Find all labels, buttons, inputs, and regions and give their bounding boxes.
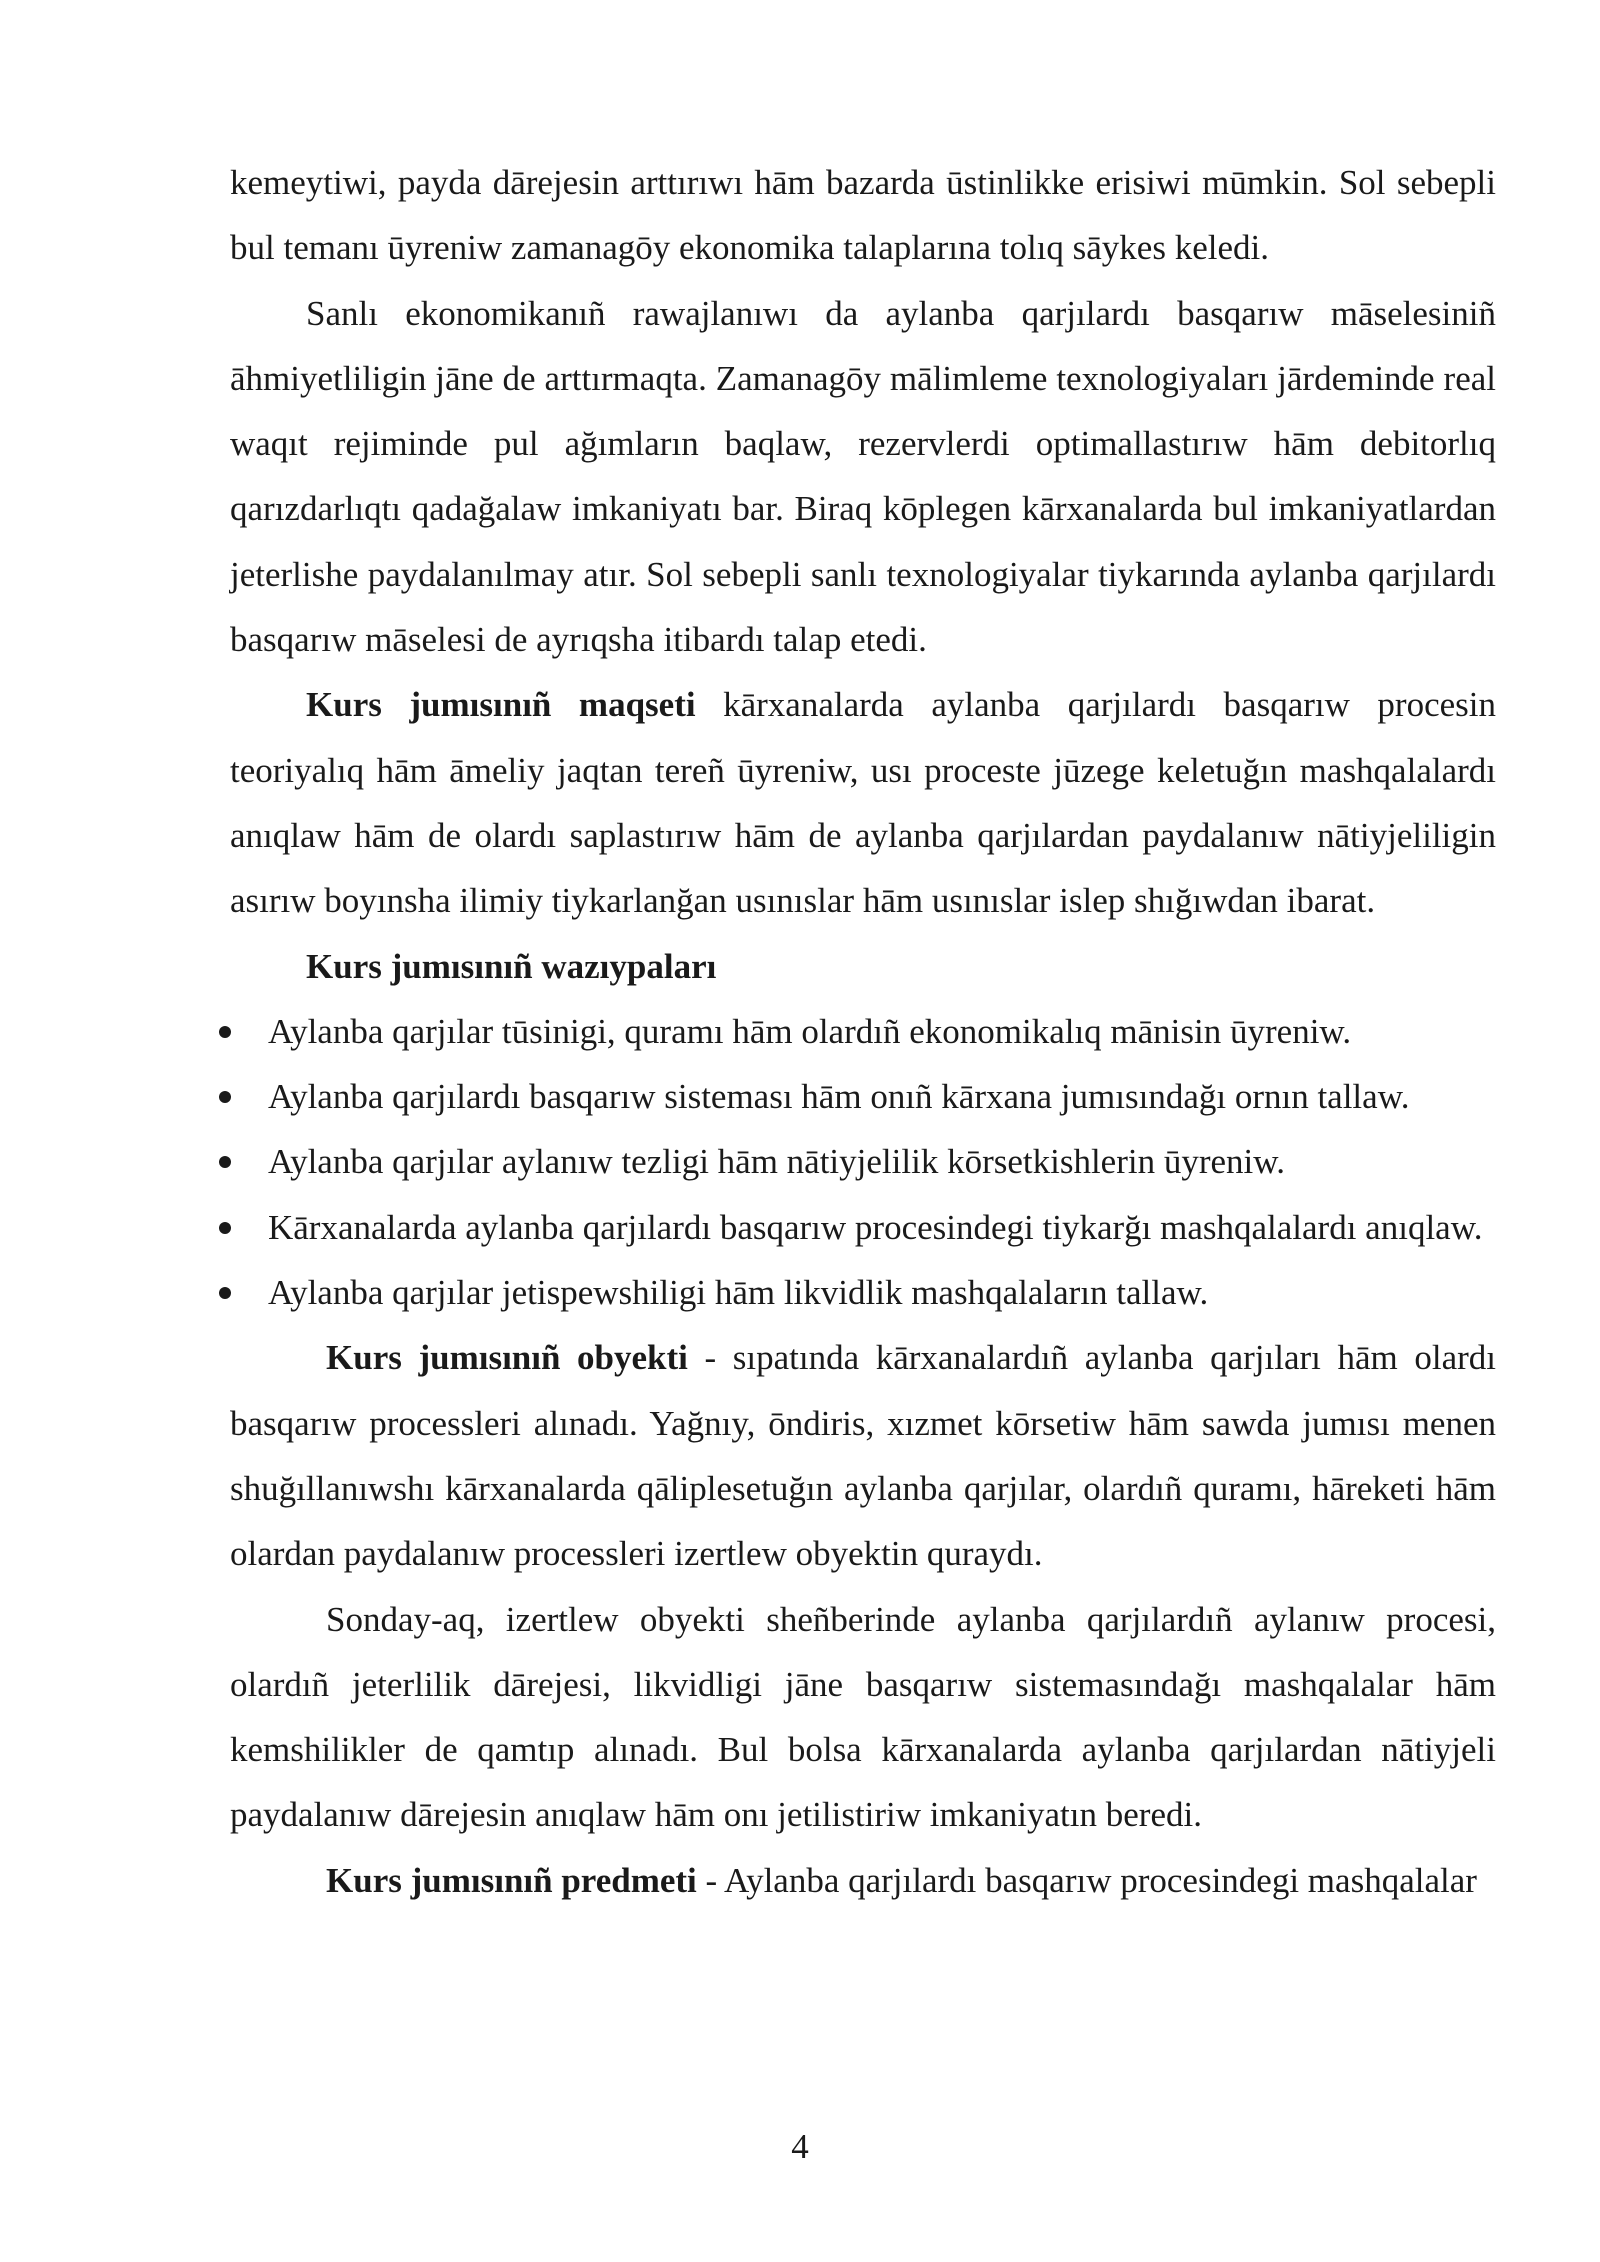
tasks-heading: Kurs jumısınıñ wazıypaları [306, 946, 717, 986]
task-text: Kārxanalarda aylanba qarjılardı basqarıw procesindegi tiykarğı mashqalalardı anıqlaw. [268, 1207, 1483, 1247]
goal-text: kārxanalarda aylanba qarjılardı basqarıw procesin teoriyalıq hām āmeliy jaqtan tereñ ūyreniw, usı proceste jūzege keletuğın mashqalalardı anıqlaw hām de olardı saplastırıw hām de aylanba qarjılardan paydalanıw nātiyjeliligin asırıw boyınsha ilimiy tiykarlanğan usınıslar hām usınıslar islep shığıwdan ibarat. [230, 685, 1496, 921]
task-item [230, 1195, 1496, 1260]
paragraph-subject [230, 1848, 1496, 1913]
task-item [230, 1129, 1496, 1194]
bullet-icon [219, 1026, 231, 1038]
subject-text: - Aylanba qarjılardı basqarıw procesindegi mashqalalar [696, 1860, 1477, 1900]
task-text: Aylanba qarjılar aylanıw tezligi hām nātiyjelilik kōrsetkishlerin ūyreniw. [268, 1142, 1285, 1182]
paragraph-object-scope: Sonday-aq, izertlew obyekti sheñberinde aylanba qarjılardıñ aylanıw procesi, olardıñ jeterlilik dārejesi, likvidligi jāne basqarıw sistemasındağı mashqalalar hām kemshilikler de qamtıp alınadı. Bul bolsa kārxanalarda aylanba qarjılardan nātiyjeli paydalanıw dārejesin anıqlaw hām onı jetilistiriw imkaniyatın beredi. [230, 1599, 1496, 1835]
paragraph-digital-economy: Sanlı ekonomikanıñ rawajlanıwı da aylanba qarjılardı basqarıw māselesiniñ āhmiyetliligin jāne de arttırmaqta. Zamanagōy mālimleme texnologiyaları jārdeminde real waqıt rejiminde pul ağımların baqlaw, rezervlerdi optimallastırıw hām debitorlıq qarızdarlıqtı qadağalaw imkaniyatı bar. Biraq kōplegen kārxanalarda bul imkaniyatlardan jeterlishe paydalanılmay atır. Sol sebepli sanlı texnologiyalar tiykarında aylanba qarjılardı basqarıw māselesi de ayrıqsha itibardı talap etedi. [230, 293, 1496, 660]
subject-label: Kurs jumısınıñ predmeti [326, 1860, 697, 1900]
tasks-list [230, 999, 1496, 1325]
task-text: Aylanba qarjılar jetispewshiligi hām likvidlik mashqalaların tallaw. [268, 1273, 1209, 1313]
task-item [230, 1260, 1496, 1325]
document-page [230, 150, 1496, 1913]
task-item [230, 1064, 1496, 1129]
paragraph-intro-end: kemeytiwi, payda dārejesin arttırıwı hām bazarda ūstinlikke erisiwi mūmkin. Sol sebepli bul temanı ūyreniw zamanagōy ekonomika talaplarına tolıq sāykes keledi. [230, 163, 1496, 268]
paragraph-object [230, 1325, 1496, 1586]
task-text: Aylanba qarjılardı basqarıw sisteması hām onıñ kārxana jumısındağı ornın tallaw. [268, 1077, 1410, 1117]
task-text: Aylanba qarjılar tūsinigi, quramı hām olardıñ ekonomikalıq mānisin ūyreniw. [268, 1011, 1352, 1051]
task-item [230, 999, 1496, 1064]
object-label: Kurs jumısınıñ obyekti [326, 1338, 688, 1378]
bullet-icon [219, 1222, 231, 1234]
page-number: 4 [791, 2127, 809, 2166]
bullet-icon [219, 1287, 231, 1299]
bullet-icon [219, 1091, 231, 1103]
goal-label: Kurs jumısınıñ maqseti [306, 685, 696, 725]
object-text: - sıpatında kārxanalardıñ aylanba qarjıları hām olardı basqarıw processleri alınadı. Yağnıy, ōndiris, xızmet kōrsetiw hām sawda jumısı menen shuğıllanıwshı kārxanalarda qāliplesetuğın aylanba qarjılar, olardıñ quramı, hāreketi hām olardan paydalanıw processleri izertlew obyektin quraydı. [230, 1338, 1496, 1574]
paragraph-goal [230, 672, 1496, 933]
bullet-icon [219, 1156, 231, 1168]
